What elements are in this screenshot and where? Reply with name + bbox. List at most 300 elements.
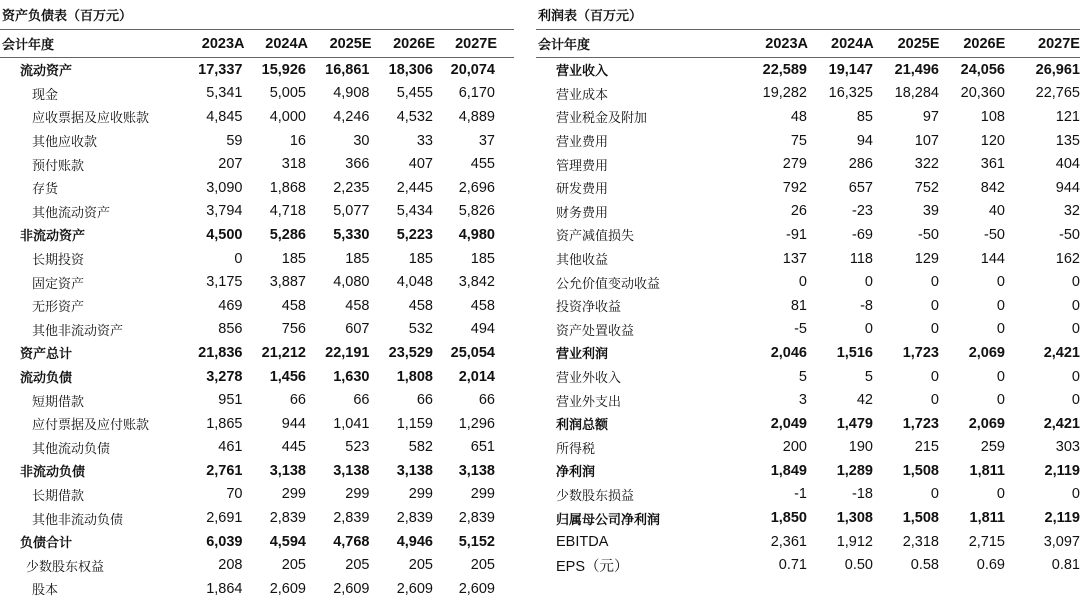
income-statement-panel <box>536 0 1080 577</box>
row-label: 其他应收款 <box>32 135 98 151</box>
row-value: 20,074 <box>450 61 495 78</box>
row-value: 16 <box>289 132 306 149</box>
row-label: 少数股东权益 <box>26 559 105 575</box>
row-value: 299 <box>408 486 433 503</box>
row-value: 207 <box>218 156 243 173</box>
row-value: 299 <box>345 486 370 503</box>
row-label: 公允价值变动收益 <box>556 276 661 292</box>
row-value: 1,811 <box>969 510 1005 527</box>
row-value: 107 <box>914 132 939 149</box>
table-row <box>0 577 514 601</box>
row-value: 0 <box>1071 486 1080 503</box>
row-value: 1,456 <box>269 368 306 385</box>
row-value: 756 <box>281 321 306 338</box>
row-label: 少数股东损益 <box>556 488 635 504</box>
row-value: 66 <box>478 392 495 409</box>
row-value: 3 <box>798 392 807 409</box>
row-value: 33 <box>416 132 433 149</box>
table-row <box>0 412 514 436</box>
balance-sheet-header-row <box>0 30 514 58</box>
row-value: 135 <box>1055 132 1080 149</box>
row-value: 5,286 <box>269 226 306 243</box>
balance-sheet-panel <box>0 0 514 601</box>
row-value: 279 <box>782 156 807 173</box>
row-value: 1,508 <box>902 462 939 479</box>
row-value: 523 <box>345 439 370 456</box>
table-row <box>536 506 1080 530</box>
row-value: 1,723 <box>902 415 939 432</box>
row-label: 其他收益 <box>556 253 609 269</box>
income-statement-header-row <box>536 30 1080 58</box>
income-statement-body <box>536 58 1080 577</box>
row-label: 归属母公司净利润 <box>556 512 661 528</box>
table-row <box>536 388 1080 412</box>
row-value: 1,041 <box>333 415 370 432</box>
row-value: 445 <box>281 439 306 456</box>
row-value: 85 <box>856 108 873 125</box>
row-value: 66 <box>289 392 306 409</box>
row-value: 137 <box>782 250 807 267</box>
table-row <box>0 530 514 554</box>
row-value: 0 <box>930 297 939 314</box>
row-value: 582 <box>408 439 433 456</box>
row-value: 2,235 <box>333 179 370 196</box>
row-value: 59 <box>226 132 243 149</box>
row-value: 4,594 <box>269 533 306 550</box>
row-value: 286 <box>848 156 873 173</box>
row-value: 2,421 <box>1043 415 1080 432</box>
row-value: 185 <box>408 250 433 267</box>
header-fiscal-year-label: 会计年度 <box>2 38 55 53</box>
row-value: 2,361 <box>770 533 807 550</box>
row-value: 1,630 <box>333 368 370 385</box>
row-value: 2,609 <box>333 580 370 597</box>
row-label: 流动资产 <box>20 64 73 80</box>
row-value: 0 <box>1071 274 1080 291</box>
row-label: 固定资产 <box>32 276 85 292</box>
row-value: 16,861 <box>325 61 370 78</box>
row-label: 应付票据及应付账款 <box>32 418 150 434</box>
table-row <box>536 553 1080 577</box>
row-value: 5,330 <box>333 226 370 243</box>
table-row <box>536 459 1080 483</box>
row-value: 4,718 <box>269 203 306 220</box>
row-value: 0 <box>930 368 939 385</box>
row-value: 1,308 <box>836 510 873 527</box>
header-year-2023a: 2023A <box>201 35 245 52</box>
table-row <box>0 58 514 82</box>
row-value: -91 <box>786 226 807 243</box>
row-value: 23,529 <box>388 344 433 361</box>
row-value: 651 <box>470 439 495 456</box>
row-value: 4,908 <box>333 85 370 102</box>
row-value: 26 <box>790 203 807 220</box>
row-value: 3,138 <box>458 462 495 479</box>
row-value: 1,289 <box>836 462 873 479</box>
row-value: 2,715 <box>968 533 1005 550</box>
row-label: 营业外收入 <box>556 371 622 387</box>
row-value: 5,341 <box>206 85 243 102</box>
row-value: 3,138 <box>333 462 370 479</box>
row-value: 0 <box>930 274 939 291</box>
row-value: 458 <box>408 297 433 314</box>
row-label: 财务费用 <box>556 205 609 221</box>
table-row <box>536 318 1080 342</box>
row-value: 407 <box>408 156 433 173</box>
row-value: 21,212 <box>261 344 306 361</box>
row-value: -5 <box>794 321 807 338</box>
row-value: 66 <box>353 392 370 409</box>
row-value: 26,961 <box>1035 61 1080 78</box>
table-row <box>536 58 1080 82</box>
row-value: 16,325 <box>828 85 873 102</box>
row-value: 318 <box>281 156 306 173</box>
row-label: 其他流动资产 <box>32 205 111 221</box>
row-value: 3,278 <box>206 368 243 385</box>
row-value: 404 <box>1055 156 1080 173</box>
row-value: 4,000 <box>269 108 306 125</box>
row-value: 4,080 <box>333 274 370 291</box>
row-value: 0.81 <box>1051 557 1080 574</box>
table-row <box>0 553 514 577</box>
row-value: 3,794 <box>206 203 243 220</box>
row-value: 944 <box>1055 179 1080 196</box>
row-value: 299 <box>470 486 495 503</box>
row-value: 4,048 <box>396 274 433 291</box>
row-value: 2,318 <box>902 533 939 550</box>
row-value: 1,849 <box>770 462 807 479</box>
row-value: 458 <box>281 297 306 314</box>
row-value: 458 <box>345 297 370 314</box>
row-value: 2,014 <box>458 368 495 385</box>
header-year-2023a: 2023A <box>765 35 808 52</box>
row-value: 0 <box>996 274 1005 291</box>
row-label: 现金 <box>32 87 59 103</box>
row-label: 资产减值损失 <box>556 229 635 245</box>
row-value: 1,912 <box>836 533 873 550</box>
row-value: 0.50 <box>844 557 873 574</box>
row-value: 792 <box>782 179 807 196</box>
row-value: 4,946 <box>396 533 433 550</box>
row-value: 856 <box>218 321 243 338</box>
income-statement-title: 利润表（百万元） <box>536 0 1080 30</box>
row-value: -50 <box>918 226 939 243</box>
row-value: 0.71 <box>778 557 807 574</box>
row-value: 39 <box>922 203 939 220</box>
row-label: 管理费用 <box>556 158 609 174</box>
row-value: 2,839 <box>333 510 370 527</box>
table-row <box>536 247 1080 271</box>
row-value: 5,077 <box>333 203 370 220</box>
row-value: 461 <box>218 439 243 456</box>
row-value: 118 <box>849 250 873 267</box>
row-label: 投资净收益 <box>556 300 622 316</box>
table-row <box>536 176 1080 200</box>
row-value: 0 <box>996 297 1005 314</box>
row-value: 5 <box>864 368 873 385</box>
row-label: 非流动资产 <box>20 229 86 245</box>
row-label: 流动负债 <box>20 371 73 387</box>
balance-sheet-body <box>0 58 514 601</box>
row-value: 0 <box>996 321 1005 338</box>
table-row <box>536 294 1080 318</box>
row-value: 1,479 <box>836 415 873 432</box>
row-value: -1 <box>794 486 807 503</box>
row-value: 205 <box>470 557 495 574</box>
row-label: 所得税 <box>556 441 596 457</box>
row-value: 0 <box>996 392 1005 409</box>
row-label: 长期借款 <box>32 488 85 504</box>
row-value: 0.58 <box>910 557 939 574</box>
row-value: 366 <box>345 156 370 173</box>
row-value: 2,609 <box>269 580 306 597</box>
row-value: 0 <box>234 250 243 267</box>
row-label: 其他流动负债 <box>32 441 111 457</box>
table-row <box>536 483 1080 507</box>
row-value: 2,069 <box>968 344 1005 361</box>
row-value: 2,046 <box>770 344 807 361</box>
header-year-2024a: 2024A <box>831 35 874 52</box>
row-value: 607 <box>345 321 370 338</box>
row-value: 2,691 <box>206 510 243 527</box>
header-year-2025e: 2025E <box>329 35 372 52</box>
row-value: -23 <box>852 203 873 220</box>
row-value: -69 <box>852 226 873 243</box>
row-value: 0 <box>1071 368 1080 385</box>
row-label: 短期借款 <box>32 394 85 410</box>
row-value: 22,589 <box>762 61 807 78</box>
row-value: 532 <box>408 321 433 338</box>
balance-sheet-title: 资产负债表（百万元） <box>0 0 514 30</box>
row-value: 19,282 <box>762 85 807 102</box>
row-value: 1,864 <box>206 580 243 597</box>
row-label: 股本 <box>32 583 59 599</box>
row-value: 17,337 <box>198 61 243 78</box>
row-label: 预付账款 <box>32 158 85 174</box>
table-row <box>0 176 514 200</box>
row-value: 2,445 <box>396 179 433 196</box>
table-row <box>0 129 514 153</box>
row-label: 营业成本 <box>556 87 609 103</box>
row-value: 5,223 <box>396 226 433 243</box>
row-value: 19,147 <box>828 61 873 78</box>
row-value: 0 <box>996 486 1005 503</box>
table-row <box>536 152 1080 176</box>
row-value: 205 <box>408 557 433 574</box>
row-value: 5,826 <box>458 203 495 220</box>
table-row <box>0 506 514 530</box>
row-value: 1,516 <box>836 344 873 361</box>
table-row <box>0 459 514 483</box>
row-value: 185 <box>345 250 370 267</box>
row-label: 其他非流动负债 <box>32 512 124 528</box>
row-value: 951 <box>218 392 243 409</box>
row-value: 3,175 <box>206 274 243 291</box>
row-value: 66 <box>416 392 433 409</box>
row-value: 4,889 <box>458 108 495 125</box>
header-year-2024a: 2024A <box>265 35 308 52</box>
row-value: 108 <box>980 108 1005 125</box>
row-label: 营业利润 <box>556 347 609 363</box>
row-value: 2,839 <box>269 510 306 527</box>
row-label: 应收票据及应收账款 <box>32 111 150 127</box>
row-value: 24,056 <box>960 61 1005 78</box>
row-value: 0 <box>1071 392 1080 409</box>
row-value: 129 <box>914 250 939 267</box>
row-value: 1,159 <box>396 415 433 432</box>
row-label: 其他非流动资产 <box>32 323 124 339</box>
row-value: 752 <box>914 179 939 196</box>
row-value: 3,138 <box>396 462 433 479</box>
row-value: 1,811 <box>969 462 1005 479</box>
row-value: 0 <box>798 274 807 291</box>
table-row <box>536 223 1080 247</box>
row-value: 0 <box>930 486 939 503</box>
row-label: 存货 <box>32 182 59 198</box>
row-value: 22,191 <box>325 344 370 361</box>
row-value: 4,500 <box>206 226 243 243</box>
row-label: 资产处置收益 <box>556 323 635 339</box>
row-value: 842 <box>980 179 1005 196</box>
row-value: 37 <box>478 132 495 149</box>
row-label: 非流动负债 <box>20 465 86 481</box>
row-value: 162 <box>1055 250 1080 267</box>
row-value: 0 <box>1071 297 1080 314</box>
header-year-2025e: 2025E <box>897 35 940 52</box>
table-row <box>0 82 514 106</box>
row-value: 70 <box>226 486 243 503</box>
row-value: 97 <box>922 108 939 125</box>
table-row <box>536 129 1080 153</box>
row-value: 0 <box>996 368 1005 385</box>
row-value: 657 <box>848 179 873 196</box>
row-value: 469 <box>218 297 243 314</box>
table-row <box>0 365 514 389</box>
row-value: 361 <box>980 156 1005 173</box>
row-value: 18,306 <box>388 61 433 78</box>
row-value: 2,069 <box>968 415 1005 432</box>
header-year-2026e: 2026E <box>963 35 1006 52</box>
row-value: 1,808 <box>396 368 433 385</box>
row-value: 185 <box>281 250 306 267</box>
row-value: 5,455 <box>396 85 433 102</box>
row-label: 营业税金及附加 <box>556 111 648 127</box>
row-value: 3,090 <box>206 179 243 196</box>
row-value: 4,980 <box>458 226 495 243</box>
row-value: 0 <box>930 321 939 338</box>
row-value: 1,296 <box>458 415 495 432</box>
row-value: 299 <box>281 486 306 503</box>
row-value: 200 <box>782 439 807 456</box>
row-label: 营业收入 <box>556 64 609 80</box>
row-value: 42 <box>856 392 873 409</box>
table-row <box>536 530 1080 554</box>
table-row <box>0 436 514 460</box>
row-value: 1,508 <box>902 510 939 527</box>
row-value: 322 <box>914 156 939 173</box>
row-label: 长期投资 <box>32 253 85 269</box>
row-value: 48 <box>790 108 807 125</box>
row-value: -50 <box>984 226 1005 243</box>
row-value: 4,246 <box>333 108 370 125</box>
row-value: 15,926 <box>261 61 306 78</box>
table-row <box>0 270 514 294</box>
row-value: 2,609 <box>458 580 495 597</box>
row-value: 2,609 <box>396 580 433 597</box>
row-label: 资产总计 <box>20 347 73 363</box>
row-value: 0 <box>930 392 939 409</box>
row-value: 5,434 <box>396 203 433 220</box>
row-value: 303 <box>1055 439 1080 456</box>
row-value: 2,049 <box>770 415 807 432</box>
row-value: 1,723 <box>902 344 939 361</box>
row-value: 120 <box>980 132 1005 149</box>
header-year-2027e: 2027E <box>455 35 497 52</box>
table-row <box>0 294 514 318</box>
row-value: 94 <box>856 132 873 149</box>
row-value: 0 <box>864 321 873 338</box>
row-value: 3,887 <box>269 274 306 291</box>
row-value: 5 <box>798 368 807 385</box>
row-value: 0.69 <box>976 557 1005 574</box>
row-value: 4,768 <box>333 533 370 550</box>
table-row <box>536 200 1080 224</box>
row-value: 144 <box>980 250 1005 267</box>
header-year-2026e: 2026E <box>393 35 435 52</box>
row-value: 81 <box>790 297 807 314</box>
row-label: 研发费用 <box>556 182 609 198</box>
row-value: 205 <box>345 557 370 574</box>
row-value: 3,097 <box>1043 533 1080 550</box>
row-value: 121 <box>1055 108 1080 125</box>
row-value: 259 <box>980 439 1005 456</box>
table-row <box>0 247 514 271</box>
row-value: 18,284 <box>894 85 939 102</box>
row-value: 3,842 <box>458 274 495 291</box>
row-value: 20,360 <box>960 85 1005 102</box>
row-value: 40 <box>988 203 1005 220</box>
row-value: -50 <box>1059 226 1080 243</box>
row-value: 6,170 <box>458 85 495 102</box>
header-fiscal-year-label: 会计年度 <box>538 38 591 53</box>
table-row <box>0 223 514 247</box>
row-value: 944 <box>281 415 306 432</box>
row-value: 205 <box>281 557 306 574</box>
row-label: 净利润 <box>556 465 596 481</box>
table-row <box>0 341 514 365</box>
row-label: 负债合计 <box>20 536 73 552</box>
table-row <box>536 412 1080 436</box>
table-row <box>0 388 514 412</box>
row-value: 2,839 <box>458 510 495 527</box>
table-row <box>536 82 1080 106</box>
row-value: 0 <box>1071 321 1080 338</box>
row-value: 494 <box>470 321 495 338</box>
row-value: 1,850 <box>770 510 807 527</box>
table-row <box>0 483 514 507</box>
row-label: 营业费用 <box>556 135 609 151</box>
row-value: 5,152 <box>458 533 495 550</box>
row-value: 75 <box>790 132 807 149</box>
row-label: EBITDA <box>556 533 609 550</box>
row-value: 30 <box>353 132 370 149</box>
table-row <box>0 152 514 176</box>
row-label: 无形资产 <box>32 300 85 316</box>
row-value: 190 <box>848 439 873 456</box>
row-value: 6,039 <box>206 533 243 550</box>
row-value: 32 <box>1063 203 1080 220</box>
table-row <box>536 365 1080 389</box>
